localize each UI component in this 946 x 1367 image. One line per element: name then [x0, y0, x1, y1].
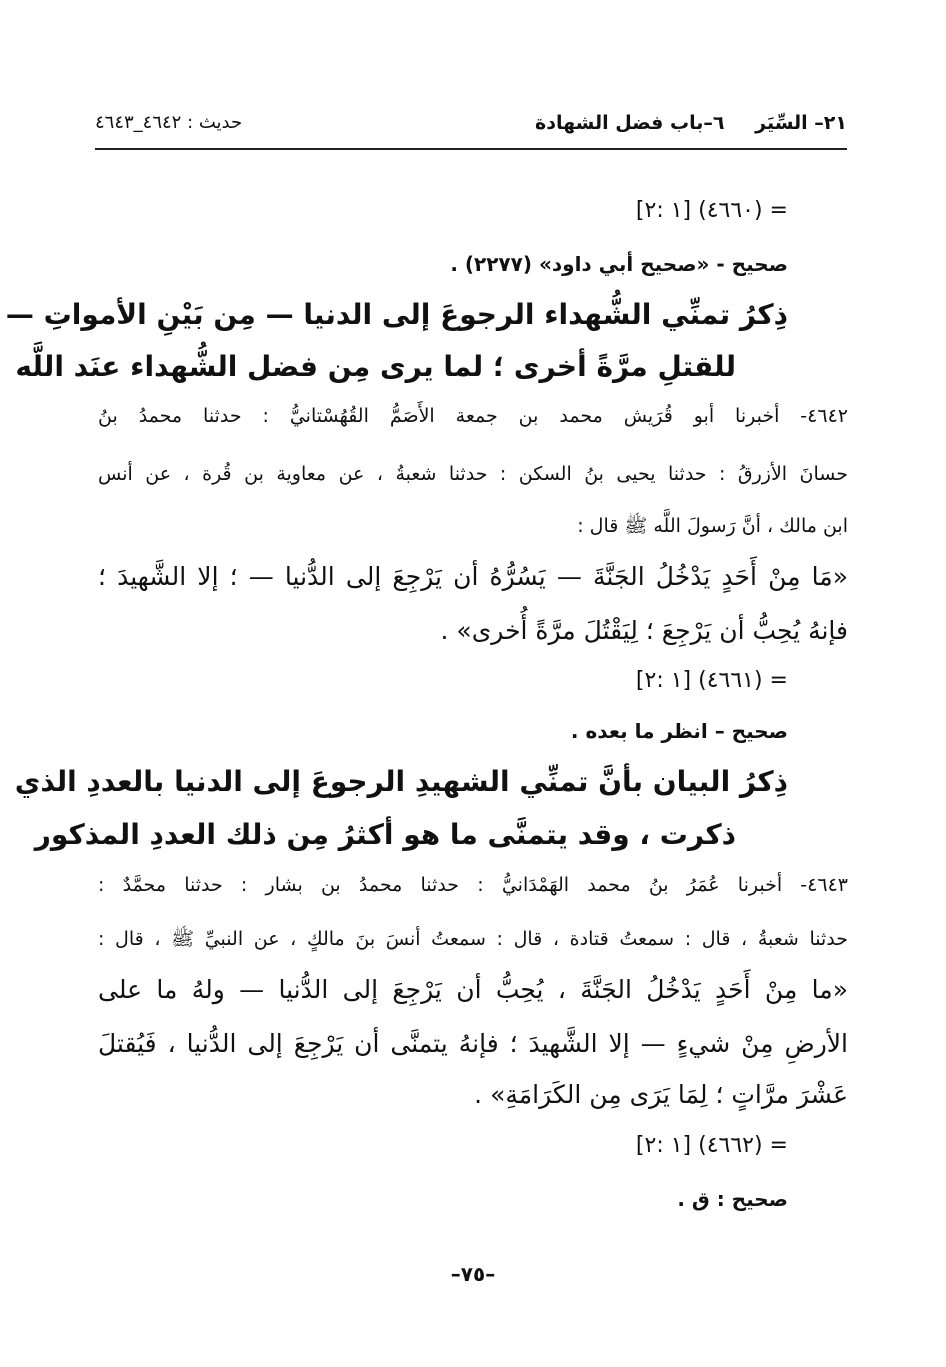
section-heading-line: ذِكرُ تمنِّي الشُّهداء الرجوعَ إلى الدنيا — مِن بَيْنِ الأمواتِ —	[5, 298, 788, 331]
section-heading-line: ذكرت ، وقد يتمنَّى ما هو أكثرُ مِن ذلك العددِ المذكور	[34, 818, 736, 851]
hadith-text-line: عَشْرَ مرَّاتٍ ؛ لِمَا يَرَى مِن الكَرَامَةِ» .	[474, 1080, 848, 1109]
grading-line: صحيح : ق .	[677, 1187, 788, 1211]
narration-line: حدثنا شعبةُ ، قال : سمعتُ قتادة ، قال : سمعتُ أنسَ بنَ مالكٍ ، عن النبيِّ ﷺ ، قال :	[98, 928, 848, 950]
section-heading-line: للقتلِ مرَّةً أخرى ؛ لما يرى مِن فضل الشُّهداء عنَد اللَّه	[15, 350, 736, 383]
narration-line: ٤٦٤٣- أخبرنا عُمَرُ بنُ محمد الهَمْدَانيُّ : حدثنا محمدُ بن بشار : حدثنا محمَّدٌ :	[98, 874, 848, 896]
hadith-text-line: فإنهُ يُحِبُّ أن يَرْجِعَ ؛ لِيَقْتُلَ مرَّةً أُخرى» .	[440, 616, 848, 645]
cross-reference-line: = (٤٦٦٢) [١ :٢]	[635, 1133, 788, 1158]
hadith-range: حديث : ٤٦٤٢_٤٦٤٣	[95, 112, 243, 133]
hadith-text-line: «ما مِنْ أَحَدٍ يَدْخُلُ الجَنَّةَ ، يُحِبُّ أن يَرْجِعَ إلى الدُّنيا — ولهُ ما على	[98, 975, 848, 1004]
cross-reference-line: = (٤٦٦٠) [١ :٢]	[635, 198, 788, 223]
header-rule	[95, 148, 847, 150]
hadith-text-line: الأرضِ مِنْ شيءٍ — إلا الشَّهيدَ ؛ فإنهُ يتمنَّى أن يَرْجِعَ إلى الدُّنيا ، فَيُقتلَ	[98, 1029, 848, 1058]
cross-reference-line: = (٤٦٦١) [١ :٢]	[635, 668, 788, 693]
narration-line: ٤٦٤٢- أخبرنا أبو قُرَيش محمد بن جمعة الأَصَمُّ القُهُسْتانيُّ : حدثنا محمدُ بنُ	[98, 405, 848, 427]
section-heading-line: ذِكرُ البيان بأنَّ تمنِّي الشهيدِ الرجوعَ إلى الدنيا بالعددِ الذي	[14, 765, 788, 798]
running-header	[95, 112, 847, 148]
hadith-text-line: «مَا مِنْ أَحَدٍ يَدْخُلُ الجَنَّةَ — يَسُرُّهُ أن يَرْجِعَ إلى الدُّنيا — ؛ إلا الشَّهيدَ ؛	[98, 562, 848, 591]
grading-line: صحيح – انظر ما بعده .	[570, 719, 788, 743]
book-section-title: ٢١– السِّيَر	[755, 112, 847, 134]
chapter-title: ٦–باب فضل الشهادة	[535, 112, 725, 134]
page-number: –٧٥–	[450, 1262, 496, 1286]
narration-line: حسانَ الأزرقُ : حدثنا يحيى بنُ السكن : حدثنا شعبةُ ، عن معاوية بن قُرة ، عن أنس	[98, 463, 848, 485]
narration-line: ابن مالك ، أنَّ رَسولَ اللَّه ﷺ قال :	[577, 515, 848, 537]
grading-line: صحيح - «صحيح أبي داود» (٢٢٧٧) .	[450, 252, 788, 276]
